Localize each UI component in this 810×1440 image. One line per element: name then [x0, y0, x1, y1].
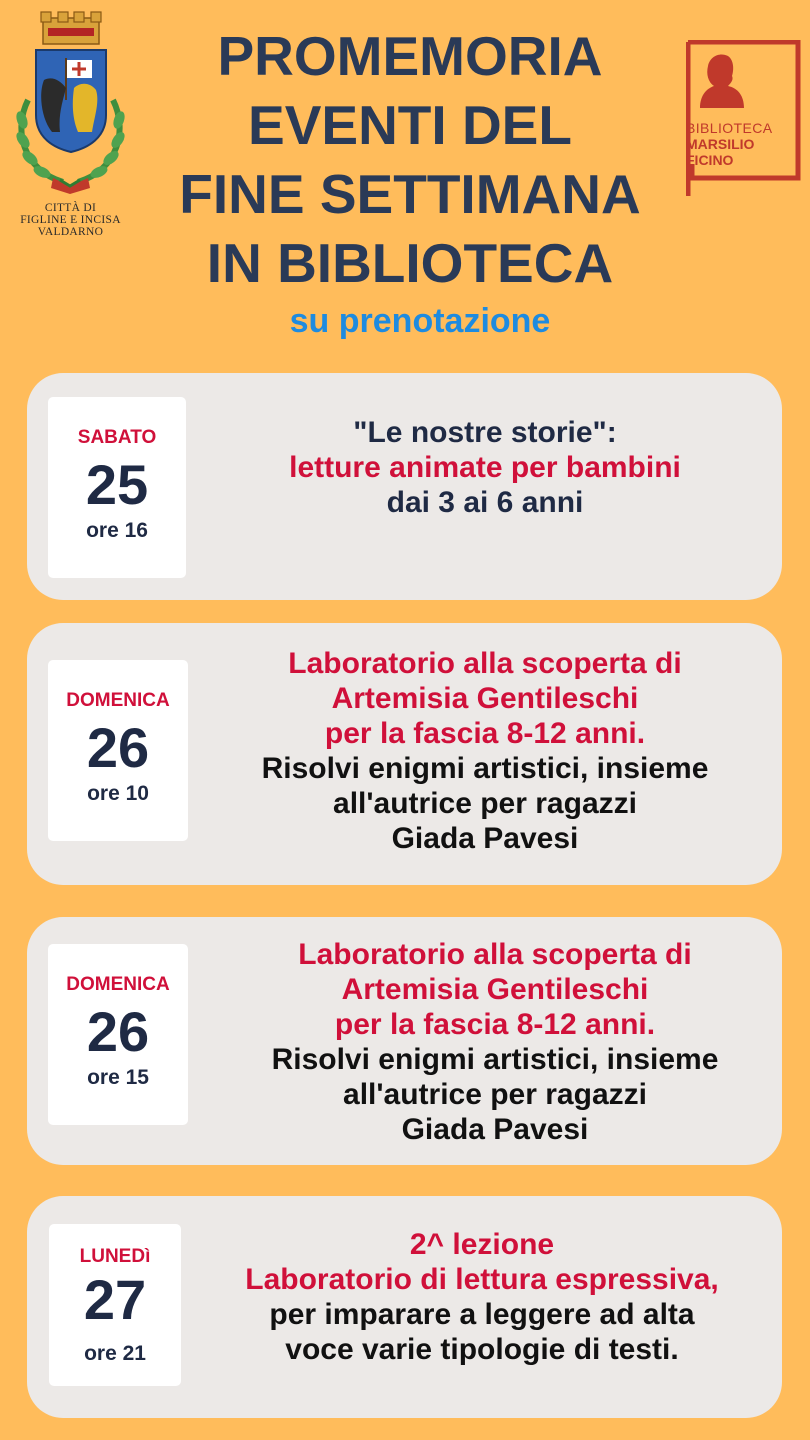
event-line: Giada Pavesi: [391, 822, 579, 855]
title-line: FINE SETTIMANA: [179, 163, 641, 225]
event-line: letture animate per bambini: [289, 451, 681, 484]
event-line: per la fascia 8-12 anni.: [324, 717, 646, 750]
event-line: Risolvi enigmi artistici, insieme: [271, 1043, 719, 1076]
event-time: ore 10: [87, 782, 149, 805]
title-line: IN BIBLIOTECA: [206, 232, 614, 294]
event-line: Laboratorio alla scoperta di: [298, 938, 692, 971]
town-crest-icon: [8, 10, 133, 200]
event-day: DOMENICA: [66, 974, 170, 995]
event-line: voce varie tipologie di testi.: [285, 1333, 679, 1366]
event-description: [205, 415, 765, 520]
event-card: [27, 373, 782, 600]
title-line: EVENTI DEL: [248, 94, 572, 156]
event-description: [225, 937, 765, 1147]
event-line: Artemisia Gentileschi: [341, 973, 649, 1006]
event-date: 25: [85, 453, 149, 516]
event-line: Laboratorio alla scoperta di: [288, 647, 682, 680]
town-crest: [8, 10, 133, 245]
event-time: ore 16: [86, 519, 148, 542]
title-line: PROMEMORIA: [217, 25, 603, 87]
event-line: all'autrice per ragazzi: [333, 787, 637, 820]
library-logo-line: MARSILIO: [686, 136, 755, 152]
town-caption-line: CITTÀ DI: [44, 202, 97, 214]
event-card: [27, 623, 782, 885]
event-line: dai 3 ai 6 anni: [386, 486, 584, 519]
event-date-box: [48, 944, 188, 1125]
event-date: 27: [83, 1268, 147, 1331]
event-time: ore 15: [87, 1066, 149, 1089]
event-line: all'autrice per ragazzi: [343, 1078, 647, 1111]
library-logo: [686, 40, 801, 200]
event-line: Artemisia Gentileschi: [331, 682, 639, 715]
event-date-box: [48, 397, 186, 578]
event-card: [27, 917, 782, 1165]
page-subtitle: su prenotazione: [289, 302, 551, 340]
town-caption: [8, 202, 133, 238]
event-day: LUNEDì: [79, 1246, 151, 1267]
event-line: Laboratorio di lettura espressiva,: [245, 1263, 719, 1296]
event-time: ore 21: [84, 1342, 146, 1365]
event-line: Risolvi enigmi artistici, insieme: [261, 752, 709, 785]
library-logo-text: [686, 120, 772, 168]
event-day: SABATO: [77, 427, 157, 448]
event-line: 2^ lezione: [409, 1228, 555, 1261]
event-description: [205, 646, 765, 856]
event-card: [27, 1196, 782, 1418]
event-date-box: [49, 1224, 181, 1386]
event-day: DOMENICA: [66, 690, 170, 711]
page-title: [150, 22, 670, 298]
library-logo-line: BIBLIOTECA: [686, 120, 773, 136]
event-line: Giada Pavesi: [401, 1113, 589, 1146]
event-line: "Le nostre storie":: [353, 416, 617, 449]
event-line: per imparare a leggere ad alta: [269, 1298, 695, 1331]
library-logo-line: FICINO: [686, 152, 734, 168]
event-line: per la fascia 8-12 anni.: [334, 1008, 656, 1041]
town-caption-line: VALDARNO: [37, 226, 104, 238]
event-date: 26: [86, 1000, 150, 1063]
event-date: 26: [86, 716, 150, 779]
event-description: [202, 1227, 762, 1367]
town-caption-line: FIGLINE E INCISA: [20, 214, 121, 226]
event-date-box: [48, 660, 188, 841]
